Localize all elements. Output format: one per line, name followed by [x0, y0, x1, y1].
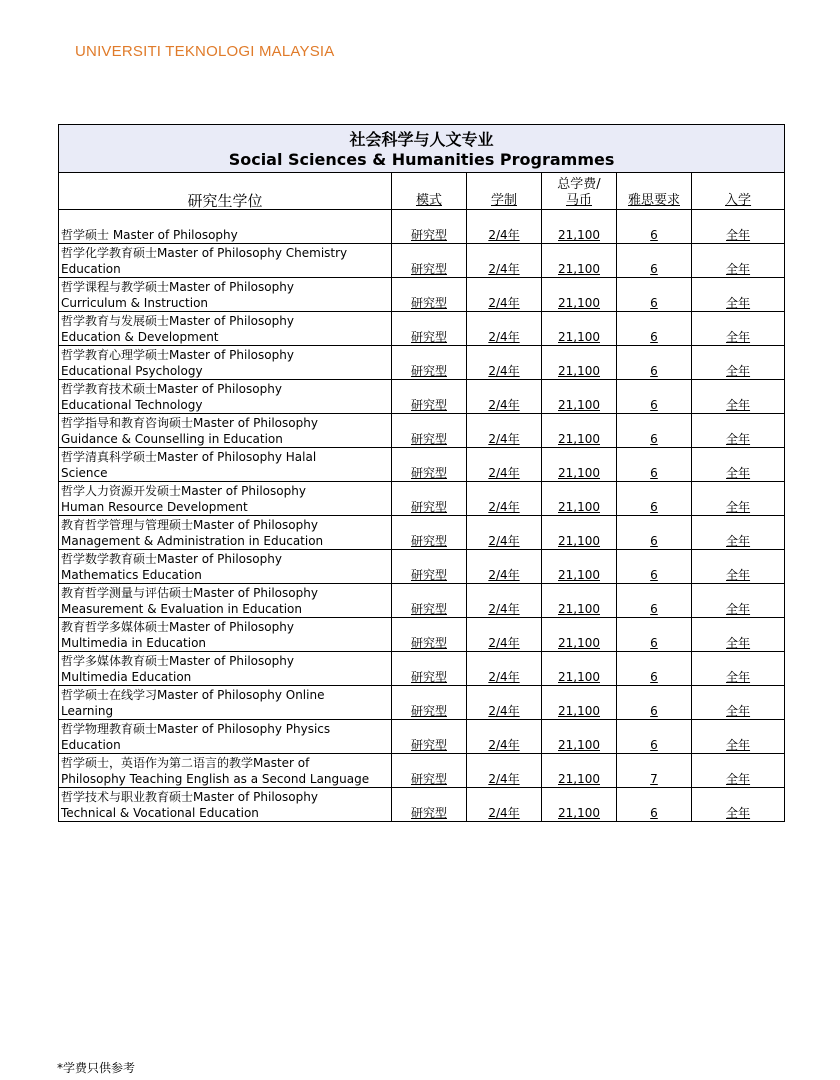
- table-row: [59, 686, 785, 720]
- ielts-cell: 6: [617, 312, 692, 346]
- programme-name-line2: Guidance & Counselling in Education: [61, 432, 283, 446]
- intake-cell: 全年: [692, 788, 785, 822]
- programme-name: [59, 618, 392, 652]
- programme-name-line2: Science: [61, 466, 108, 480]
- mode-cell: 研究型: [392, 244, 467, 278]
- mode-cell: 研究型: [392, 414, 467, 448]
- ielts-cell: 6: [617, 278, 692, 312]
- table-row: [59, 414, 785, 448]
- fee-footnote: *学费只供参考: [57, 1061, 136, 1075]
- programme-name-line1: 哲学清真科学硕士Master of Philosophy Halal: [61, 450, 317, 464]
- intake-cell: 全年: [692, 686, 785, 720]
- programme-name-line1: 哲学硕士在线学习Master of Philosophy Online: [61, 688, 325, 702]
- ielts-cell: 6: [617, 244, 692, 278]
- programme-name: [59, 788, 392, 822]
- table-row: [59, 244, 785, 278]
- duration-cell: 2/4年: [467, 618, 542, 652]
- ielts-cell: 6: [617, 686, 692, 720]
- programme-name-line1: 教育哲学管理与管理硕士Master of Philosophy: [61, 518, 318, 532]
- mode-cell: 研究型: [392, 380, 467, 414]
- table-row: [59, 754, 785, 788]
- programme-name: [59, 754, 392, 788]
- ielts-cell: 6: [617, 618, 692, 652]
- mode-cell: 研究型: [392, 550, 467, 584]
- intake-cell: 全年: [692, 346, 785, 380]
- intake-cell: 全年: [692, 210, 785, 244]
- ielts-cell: 6: [617, 788, 692, 822]
- ielts-cell: 6: [617, 516, 692, 550]
- header-mode: 模式: [392, 173, 467, 210]
- programme-name-line1: 哲学数学教育硕士Master of Philosophy: [61, 552, 282, 566]
- fee-cell: 21,100: [542, 414, 617, 448]
- mode-cell: 研究型: [392, 618, 467, 652]
- fee-cell: 21,100: [542, 720, 617, 754]
- intake-cell: 全年: [692, 278, 785, 312]
- duration-cell: 2/4年: [467, 380, 542, 414]
- duration-cell: 2/4年: [467, 448, 542, 482]
- table-title-chinese: 社会科学与人文专业: [349, 130, 494, 149]
- table-row: [59, 550, 785, 584]
- duration-cell: 2/4年: [467, 312, 542, 346]
- programme-name-line1: 哲学多媒体教育硕士Master of Philosophy: [61, 654, 294, 668]
- programme-name: [59, 482, 392, 516]
- mode-cell: 研究型: [392, 754, 467, 788]
- programme-name: [59, 380, 392, 414]
- programme-name: [59, 686, 392, 720]
- fee-cell: 21,100: [542, 652, 617, 686]
- programme-name-line2: Education & Development: [61, 330, 219, 344]
- duration-cell: 2/4年: [467, 720, 542, 754]
- programme-name: [59, 210, 392, 244]
- programme-name: [59, 414, 392, 448]
- ielts-cell: 6: [617, 550, 692, 584]
- header-intake: 入学: [692, 173, 785, 210]
- fee-cell: 21,100: [542, 482, 617, 516]
- ielts-cell: 6: [617, 346, 692, 380]
- intake-cell: 全年: [692, 584, 785, 618]
- table-row: [59, 720, 785, 754]
- programme-name-line2: Philosophy Teaching English as a Second Language: [61, 772, 370, 786]
- intake-cell: 全年: [692, 652, 785, 686]
- fee-cell: 21,100: [542, 312, 617, 346]
- header-duration: 学制: [467, 173, 542, 210]
- fee-cell: 21,100: [542, 686, 617, 720]
- duration-cell: 2/4年: [467, 414, 542, 448]
- programme-name-line2: Measurement & Evaluation in Education: [61, 602, 302, 616]
- table-header-row: [59, 173, 785, 210]
- programme-name: [59, 516, 392, 550]
- ielts-cell: 6: [617, 584, 692, 618]
- programme-name: [59, 448, 392, 482]
- programme-name: [59, 244, 392, 278]
- header-fee: 总学费/ 马币: [542, 173, 617, 210]
- programme-name-line1: 哲学硕士 Master of Philosophy: [61, 228, 238, 242]
- programme-name-line1: 哲学技术与职业教育硕士Master of Philosophy: [61, 790, 318, 804]
- duration-cell: 2/4年: [467, 652, 542, 686]
- programme-name-line2: Mathematics Education: [61, 568, 202, 582]
- intake-cell: 全年: [692, 516, 785, 550]
- programme-name: [59, 346, 392, 380]
- table-row: [59, 210, 785, 244]
- mode-cell: 研究型: [392, 516, 467, 550]
- mode-cell: 研究型: [392, 482, 467, 516]
- programme-name-line1: 哲学硕士，英语作为第二语言的教学Master of: [61, 756, 310, 770]
- fee-cell: 21,100: [542, 210, 617, 244]
- intake-cell: 全年: [692, 720, 785, 754]
- duration-cell: 2/4年: [467, 686, 542, 720]
- ielts-cell: 6: [617, 482, 692, 516]
- mode-cell: 研究型: [392, 788, 467, 822]
- programme-name-line1: 哲学教育技术硕士Master of Philosophy: [61, 382, 282, 396]
- programmes-table: [58, 124, 785, 822]
- table-row: [59, 380, 785, 414]
- programme-name: [59, 550, 392, 584]
- ielts-cell: 6: [617, 210, 692, 244]
- duration-cell: 2/4年: [467, 516, 542, 550]
- mode-cell: 研究型: [392, 720, 467, 754]
- ielts-cell: 7: [617, 754, 692, 788]
- programme-name: [59, 278, 392, 312]
- fee-cell: 21,100: [542, 584, 617, 618]
- table-title-english: Social Sciences & Humanities Programmes: [228, 150, 615, 169]
- intake-cell: 全年: [692, 550, 785, 584]
- fee-cell: 21,100: [542, 788, 617, 822]
- programme-name: [59, 312, 392, 346]
- fee-cell: 21,100: [542, 516, 617, 550]
- header-ielts: 雅思要求: [617, 173, 692, 210]
- ielts-cell: 6: [617, 448, 692, 482]
- programme-name-line1: 哲学课程与教学硕士Master of Philosophy: [61, 280, 294, 294]
- mode-cell: 研究型: [392, 652, 467, 686]
- fee-cell: 21,100: [542, 278, 617, 312]
- mode-cell: 研究型: [392, 584, 467, 618]
- intake-cell: 全年: [692, 754, 785, 788]
- programme-name-line2: Management & Administration in Education: [61, 534, 324, 548]
- programme-name-line2: Technical & Vocational Education: [61, 806, 259, 820]
- duration-cell: 2/4年: [467, 244, 542, 278]
- ielts-cell: 6: [617, 414, 692, 448]
- duration-cell: 2/4年: [467, 788, 542, 822]
- intake-cell: 全年: [692, 448, 785, 482]
- fee-cell: 21,100: [542, 550, 617, 584]
- table-row: [59, 652, 785, 686]
- fee-cell: 21,100: [542, 244, 617, 278]
- intake-cell: 全年: [692, 414, 785, 448]
- mode-cell: 研究型: [392, 278, 467, 312]
- programme-name-line2: Educational Technology: [61, 398, 203, 412]
- duration-cell: 2/4年: [467, 278, 542, 312]
- table-row: [59, 788, 785, 822]
- table-row: [59, 482, 785, 516]
- intake-cell: 全年: [692, 312, 785, 346]
- programme-name-line2: Multimedia in Education: [61, 636, 207, 650]
- programme-name-line2: Learning: [61, 704, 114, 718]
- fee-cell: 21,100: [542, 448, 617, 482]
- programme-name-line1: 哲学化学教育硕士Master of Philosophy Chemistry: [61, 246, 348, 260]
- table-row: [59, 278, 785, 312]
- ielts-cell: 6: [617, 380, 692, 414]
- university-brand: UNIVERSITI TEKNOLOGI MALAYSIA: [75, 43, 335, 60]
- duration-cell: 2/4年: [467, 754, 542, 788]
- duration-cell: 2/4年: [467, 346, 542, 380]
- intake-cell: 全年: [692, 618, 785, 652]
- programme-name-line1: 哲学人力资源开发硕士Master of Philosophy: [61, 484, 306, 498]
- programme-name-line2: Educational Psychology: [61, 364, 203, 378]
- programme-name-line2: Education: [61, 738, 121, 752]
- table-title: [59, 125, 785, 173]
- intake-cell: 全年: [692, 380, 785, 414]
- ielts-cell: 6: [617, 652, 692, 686]
- fee-cell: 21,100: [542, 618, 617, 652]
- table-row: [59, 584, 785, 618]
- table-row: [59, 448, 785, 482]
- header-degree: 研究生学位: [59, 173, 392, 210]
- table-row: [59, 618, 785, 652]
- duration-cell: 2/4年: [467, 210, 542, 244]
- mode-cell: 研究型: [392, 686, 467, 720]
- mode-cell: 研究型: [392, 346, 467, 380]
- table-row: [59, 346, 785, 380]
- mode-cell: 研究型: [392, 448, 467, 482]
- programme-name-line1: 哲学指导和教育咨询硕士Master of Philosophy: [61, 416, 318, 430]
- ielts-cell: 6: [617, 720, 692, 754]
- programme-name-line2: Human Resource Development: [61, 500, 248, 514]
- programme-name-line1: 教育哲学测量与评估硕士Master of Philosophy: [61, 586, 318, 600]
- programme-name: [59, 720, 392, 754]
- duration-cell: 2/4年: [467, 482, 542, 516]
- programme-name-line1: 哲学物理教育硕士Master of Philosophy Physics: [61, 722, 331, 736]
- programme-name-line2: Multimedia Education: [61, 670, 192, 684]
- table-row: [59, 516, 785, 550]
- mode-cell: 研究型: [392, 312, 467, 346]
- programme-name: [59, 584, 392, 618]
- fee-cell: 21,100: [542, 754, 617, 788]
- programme-name-line2: Curriculum & Instruction: [61, 296, 209, 310]
- duration-cell: 2/4年: [467, 550, 542, 584]
- programme-name-line2: Education: [61, 262, 121, 276]
- programme-name: [59, 652, 392, 686]
- duration-cell: 2/4年: [467, 584, 542, 618]
- programme-name-line1: 哲学教育与发展硕士Master of Philosophy: [61, 314, 294, 328]
- mode-cell: 研究型: [392, 210, 467, 244]
- table-row: [59, 312, 785, 346]
- fee-cell: 21,100: [542, 346, 617, 380]
- programme-name-line1: 哲学教育心理学硕士Master of Philosophy: [61, 348, 294, 362]
- intake-cell: 全年: [692, 482, 785, 516]
- intake-cell: 全年: [692, 244, 785, 278]
- fee-cell: 21,100: [542, 380, 617, 414]
- programme-name-line1: 教育哲学多媒体硕士Master of Philosophy: [61, 620, 294, 634]
